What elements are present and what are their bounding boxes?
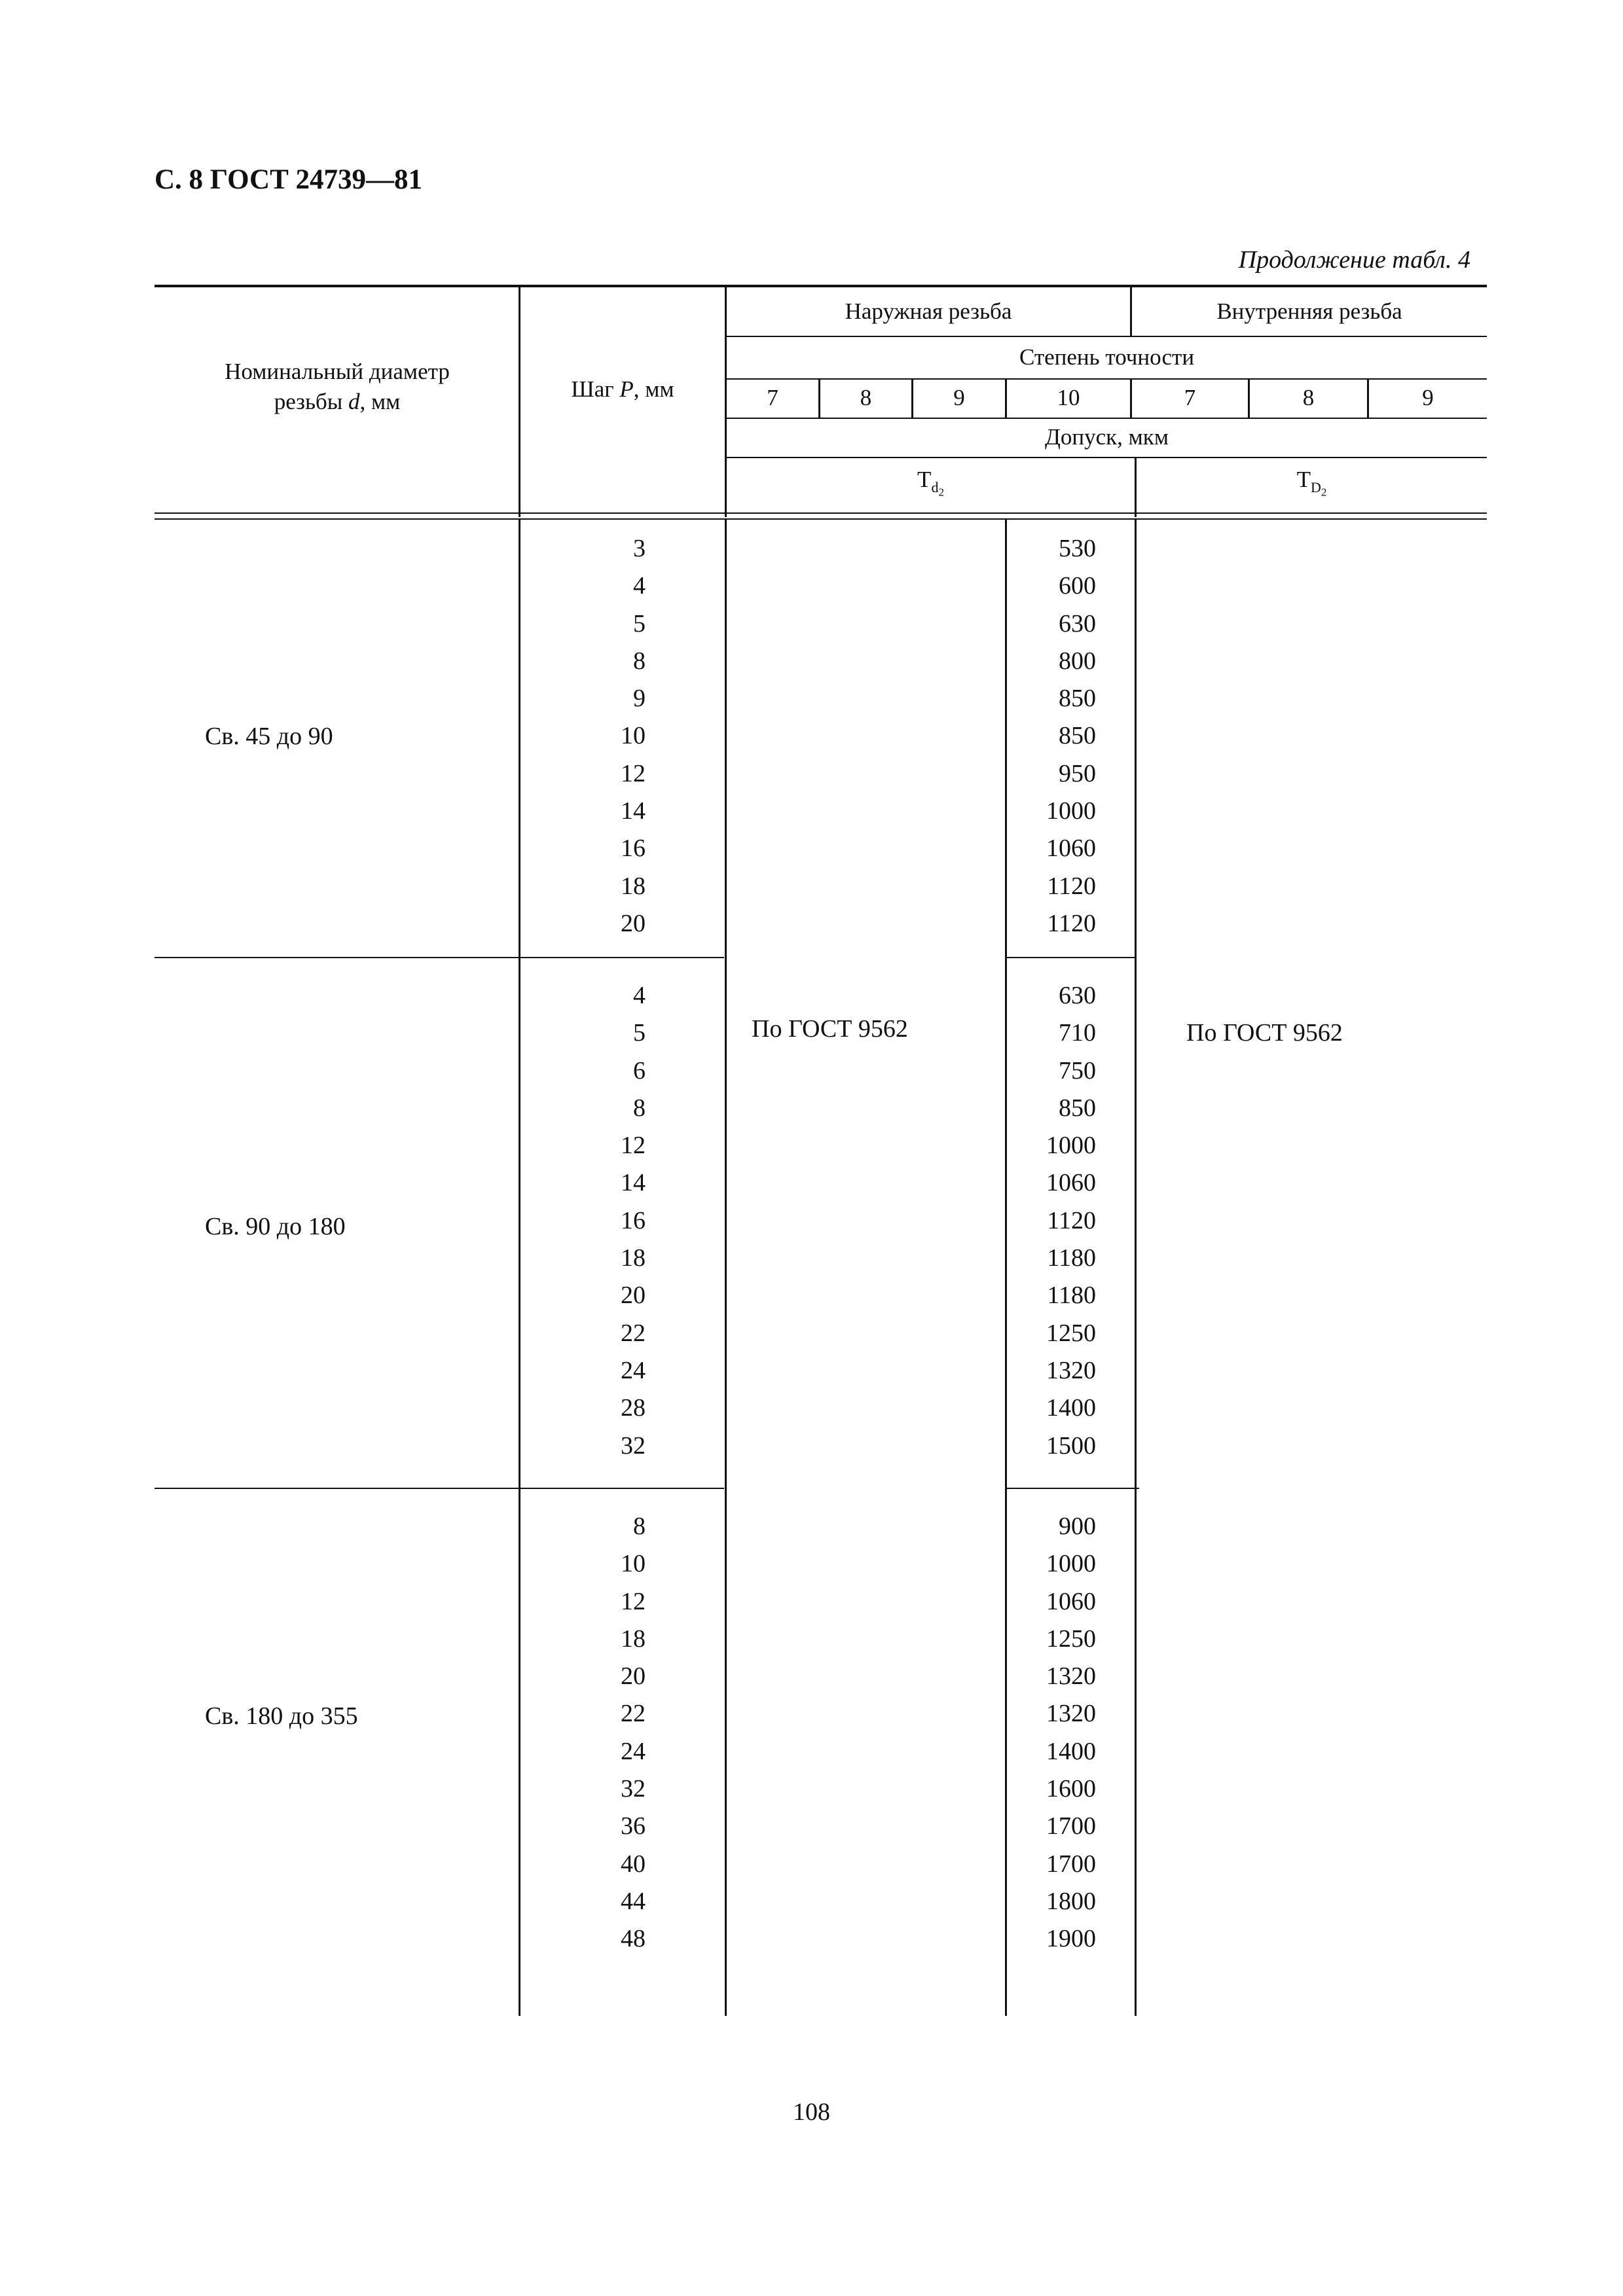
pitch-value: 12 xyxy=(621,759,646,787)
pitch-value: 32 xyxy=(621,1431,646,1460)
header-tolerance: Допуск, мкм xyxy=(1045,424,1169,450)
pitch-column-group2 xyxy=(576,977,646,1465)
pitch-value: 10 xyxy=(621,1550,646,1578)
header-nominal-diameter: Номинальный диаметр резьбы d, мм xyxy=(225,359,450,414)
pitch-value: 22 xyxy=(621,1319,646,1347)
tolerance-value: 1320 xyxy=(1046,1700,1096,1728)
pitch-value: 48 xyxy=(621,1925,646,1953)
pitch-value: 9 xyxy=(633,685,646,713)
tolerance-value: 630 xyxy=(1059,982,1096,1009)
tol10-column-group3 xyxy=(1021,1508,1096,1958)
tolerance-value: 1800 xyxy=(1046,1887,1096,1915)
pitch-value: 20 xyxy=(621,909,646,937)
pitch-value: 12 xyxy=(621,1587,646,1615)
tolerance-value: 1120 xyxy=(1047,1206,1096,1234)
pitch-value: 16 xyxy=(621,1206,646,1234)
header-pitch: Шаг P, мм xyxy=(571,376,674,402)
pitch-value: 44 xyxy=(621,1887,646,1915)
tolerance-value: 1000 xyxy=(1046,1132,1096,1160)
pitch-column-group1 xyxy=(576,530,646,942)
pitch-value: 18 xyxy=(621,1244,646,1272)
pitch-value: 3 xyxy=(633,535,646,562)
tolerance-value: 1120 xyxy=(1047,872,1096,900)
group-label-180-355: Св. 180 до 355 xyxy=(205,1702,358,1730)
tolerance-value: 1000 xyxy=(1046,797,1096,825)
pitch-value: 14 xyxy=(621,797,646,825)
pitch-value: 18 xyxy=(621,1624,646,1653)
pitch-value: 8 xyxy=(633,1094,646,1122)
tolerance-value: 1060 xyxy=(1046,1169,1096,1197)
tolerance-value: 850 xyxy=(1059,722,1096,750)
header-inner-thread: Внутренняя резьба xyxy=(1216,298,1402,324)
tolerance-value: 1320 xyxy=(1046,1356,1096,1384)
group-label-90-180: Св. 90 до 180 xyxy=(205,1213,346,1240)
pitch-value: 5 xyxy=(633,1019,646,1047)
tolerance-value: 530 xyxy=(1059,535,1096,562)
pitch-value: 32 xyxy=(621,1775,646,1803)
pitch-value: 24 xyxy=(621,1356,646,1384)
tolerance-value: 1250 xyxy=(1046,1624,1096,1653)
pitch-value: 20 xyxy=(621,1282,646,1310)
header-outer-thread: Наружная резьба xyxy=(845,298,1012,324)
tolerance-value: 1320 xyxy=(1046,1662,1096,1691)
tolerance-value: 1900 xyxy=(1046,1925,1096,1953)
tolerance-value: 600 xyxy=(1059,572,1096,600)
tolerance-value: 1400 xyxy=(1046,1394,1096,1422)
pitch-value: 8 xyxy=(633,647,646,675)
pitch-value: 14 xyxy=(621,1169,646,1197)
pitch-value: 4 xyxy=(633,982,646,1009)
degree-inner-8: 8 xyxy=(1302,385,1315,410)
pitch-value: 12 xyxy=(621,1132,646,1160)
outer-thread-reference: По ГОСТ 9562 xyxy=(752,1015,908,1043)
pitch-value: 8 xyxy=(633,1513,646,1540)
tolerance-value: 850 xyxy=(1059,685,1096,713)
pitch-value: 24 xyxy=(621,1737,646,1765)
page-number: 108 xyxy=(793,2098,830,2126)
tolerance-value: 1400 xyxy=(1046,1737,1096,1765)
tolerance-value: 1500 xyxy=(1046,1431,1096,1460)
tolerance-value: 900 xyxy=(1059,1513,1096,1540)
pitch-value: 20 xyxy=(621,1662,646,1691)
tolerance-value: 1000 xyxy=(1046,1550,1096,1578)
tol10-column-group2 xyxy=(1021,977,1096,1465)
tolerance-value: 1120 xyxy=(1047,909,1096,937)
tolerance-value: 750 xyxy=(1059,1056,1096,1085)
group-label-45-90: Св. 45 до 90 xyxy=(205,723,333,750)
tolerance-value: 1700 xyxy=(1046,1850,1096,1878)
pitch-value: 16 xyxy=(621,834,646,863)
pitch-column-group3 xyxy=(576,1508,646,1958)
pitch-value: 18 xyxy=(621,872,646,900)
tolerance-value: 1700 xyxy=(1046,1812,1096,1840)
degree-inner-9: 9 xyxy=(1422,385,1434,410)
pitch-value: 6 xyxy=(633,1056,646,1085)
degree-inner-7: 7 xyxy=(1184,385,1196,410)
degree-outer-7: 7 xyxy=(767,385,778,410)
tolerance-value: 630 xyxy=(1059,609,1096,637)
symbol-td2: $T_{d_2}$ xyxy=(917,467,944,499)
tolerance-value: 1060 xyxy=(1046,834,1096,863)
tolerance-value: 800 xyxy=(1059,647,1096,675)
tolerance-value: 850 xyxy=(1059,1094,1096,1122)
tolerance-value: 950 xyxy=(1059,759,1096,787)
tolerance-value: 1180 xyxy=(1047,1244,1096,1272)
degree-outer-9: 9 xyxy=(953,385,965,410)
degree-outer-10: 10 xyxy=(1057,385,1080,410)
tolerance-value: 1180 xyxy=(1047,1282,1096,1310)
pitch-value: 10 xyxy=(621,722,646,750)
tolerance-value: 1060 xyxy=(1046,1587,1096,1615)
degree-outer-8: 8 xyxy=(860,385,872,410)
pitch-value: 22 xyxy=(621,1700,646,1728)
pitch-value: 28 xyxy=(621,1394,646,1422)
pitch-value: 4 xyxy=(633,572,646,600)
pitch-value: 40 xyxy=(621,1850,646,1878)
inner-thread-reference: По ГОСТ 9562 xyxy=(1186,1019,1343,1047)
pitch-value: 36 xyxy=(621,1812,646,1840)
page-header-title: С. 8 ГОСТ 24739—81 xyxy=(155,164,423,195)
tolerance-value: 1250 xyxy=(1046,1319,1096,1347)
tolerance-value: 710 xyxy=(1059,1019,1096,1047)
header-accuracy-degree: Степень точности xyxy=(1019,344,1195,370)
symbol-TD2: $T_{D_2}$ xyxy=(1296,467,1327,499)
table-continuation-label: Продолжение табл. 4 xyxy=(1238,246,1470,274)
pitch-value: 5 xyxy=(633,609,646,637)
tol10-column-group1 xyxy=(1021,530,1096,942)
tolerance-value: 1600 xyxy=(1046,1775,1096,1803)
